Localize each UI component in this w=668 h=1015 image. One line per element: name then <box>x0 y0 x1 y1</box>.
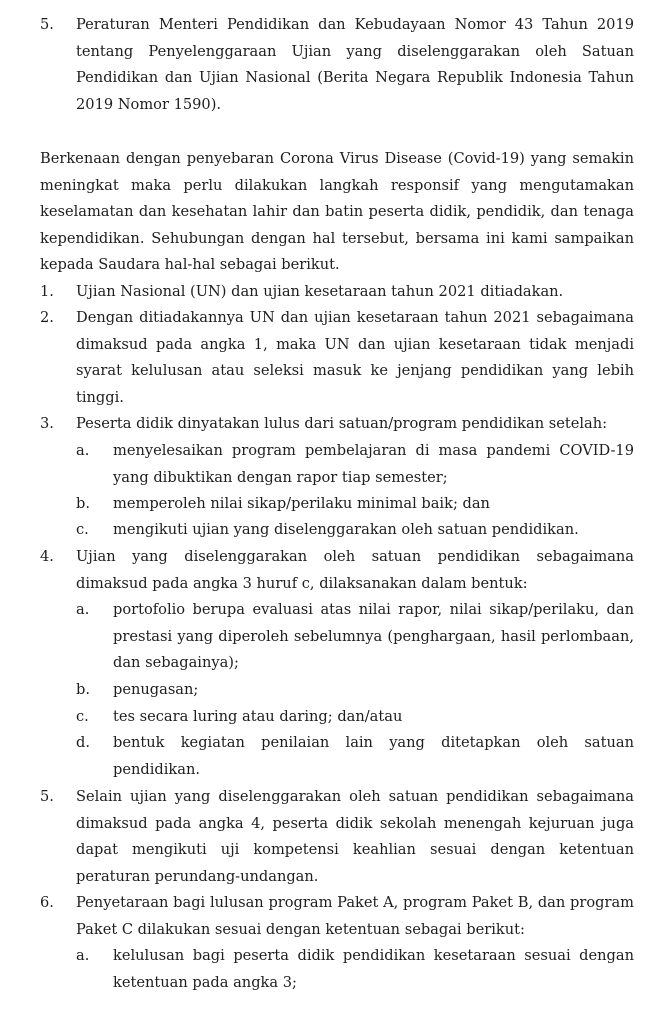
list-item-text <box>76 890 634 943</box>
text-line: Paket C dilakukan sesuai dengan ketentuan sebagai berikut: <box>76 920 525 938</box>
sub-item-text <box>113 730 634 783</box>
intro-paragraph <box>40 146 634 279</box>
sub-item-letter: b. <box>76 681 90 698</box>
text-line: Ujian Nasional (UN) dan ujian kesetaraan tahun 2021 ditiadakan. <box>76 283 564 300</box>
text-line: Ujian yang diselenggarakan oleh satuan pendidikan sebagaimana <box>76 548 634 565</box>
text-line: tentang Penyelenggaraan Ujian yang diselenggarakan oleh Satuan <box>76 42 634 60</box>
list-item-text <box>76 279 634 306</box>
sub-item-letter: a. <box>76 947 90 964</box>
text-line: Berkenaan dengan penyebaran Corona Virus Disease (Covid-19) yang semakin <box>40 150 634 167</box>
text-line: Penyetaraan bagi lulusan program Paket A, program Paket B, dan program <box>76 894 634 911</box>
text-line: dimaksud pada angka 4, peserta didik sekolah menengah kejuruan juga <box>76 814 634 832</box>
text-line: menyelesaikan program pembelajaran di masa pandemi COVID-19 <box>113 442 634 459</box>
text-line: Peserta didik dinyatakan lulus dari satuan/program pendidikan setelah: <box>76 415 608 432</box>
list-number: 5. <box>40 788 54 805</box>
text-line: dimaksud pada angka 1, maka UN dan ujian kesetaraan tidak menjadi <box>76 335 634 353</box>
sub-item-text <box>113 517 634 544</box>
list-number: 4. <box>40 548 54 565</box>
sub-item-letter: a. <box>76 601 90 618</box>
text-line: kelulusan bagi peserta didik pendidikan kesetaraan sesuai dengan <box>113 947 634 964</box>
text-line: dan sebagainya); <box>113 654 239 671</box>
list-item-text <box>76 411 634 438</box>
text-line: Dengan ditiadakannya UN dan ujian kesetaraan tahun 2021 sebagaimana <box>76 309 634 326</box>
text-line: keselamatan dan kesehatan lahir dan batin peserta didik, pendidik, dan tenaga <box>40 203 634 220</box>
text-line: ketentuan pada angka 3; <box>113 973 297 991</box>
sub-item-text <box>113 704 634 731</box>
sub-item-letter: b. <box>76 495 90 512</box>
text-line: tinggi. <box>76 388 124 406</box>
list-item-text <box>76 784 634 890</box>
list-number: 2. <box>40 309 54 326</box>
text-line: dapat mengikuti uji kompetensi keahlian sesuai dengan ketentuan <box>76 841 634 858</box>
text-line: tes secara luring atau daring; dan/atau <box>113 708 403 725</box>
list-item-text <box>76 544 634 597</box>
list-number: 1. <box>40 283 54 300</box>
list-item-text <box>76 12 634 118</box>
sub-item-letter: c. <box>76 521 89 538</box>
text-line: pendidikan. <box>113 760 200 778</box>
sub-item-text <box>113 677 634 704</box>
text-line: prestasi yang diperoleh sebelumnya (penghargaan, hasil perlombaan, <box>113 627 634 645</box>
sub-item-letter: c. <box>76 708 89 725</box>
text-line: syarat kelulusan atau seleksi masuk ke jenjang pendidikan yang lebih <box>76 362 634 379</box>
text-line: penugasan; <box>113 681 199 698</box>
sub-item-text <box>113 597 634 677</box>
text-line: peraturan perundang-undangan. <box>76 867 319 885</box>
text-line: Peraturan Menteri Pendidikan dan Kebudayaan Nomor 43 Tahun 2019 <box>76 16 634 33</box>
text-line: kependidikan. Sehubungan dengan hal tersebut, bersama ini kami sampaikan <box>40 229 634 247</box>
text-line: memperoleh nilai sikap/perilaku minimal baik; dan <box>113 495 490 512</box>
sub-item-letter: a. <box>76 442 90 459</box>
text-line: Pendidikan dan Ujian Nasional (Berita Negara Republik Indonesia Tahun <box>76 69 634 86</box>
list-item-text <box>76 305 634 411</box>
text-line: meningkat maka perlu dilakukan langkah responsif yang mengutamakan <box>40 176 634 194</box>
sub-item-letter: d. <box>76 734 90 751</box>
text-line: mengikuti ujian yang diselenggarakan oleh satuan pendidikan. <box>113 521 579 538</box>
text-line: 2019 Nomor 1590). <box>76 95 222 113</box>
list-number: 6. <box>40 894 54 911</box>
text-line: Selain ujian yang diselenggarakan oleh satuan pendidikan sebagaimana <box>76 788 634 805</box>
sub-item-text <box>113 491 634 518</box>
text-line: dimaksud pada angka 3 huruf c, dilaksanakan dalam bentuk: <box>76 574 528 592</box>
text-line: kepada Saudara hal-hal sebagai berikut. <box>40 256 340 273</box>
list-number: 3. <box>40 415 54 432</box>
sub-item-text <box>113 943 634 996</box>
list-number: 5. <box>40 16 54 33</box>
text-line: yang dibuktikan dengan rapor tiap semester; <box>113 468 448 486</box>
sub-item-text <box>113 438 634 491</box>
text-line: bentuk kegiatan penilaian lain yang ditetapkan oleh satuan <box>113 734 634 751</box>
text-line: portofolio berupa evaluasi atas nilai rapor, nilai sikap/perilaku, dan <box>113 601 634 618</box>
